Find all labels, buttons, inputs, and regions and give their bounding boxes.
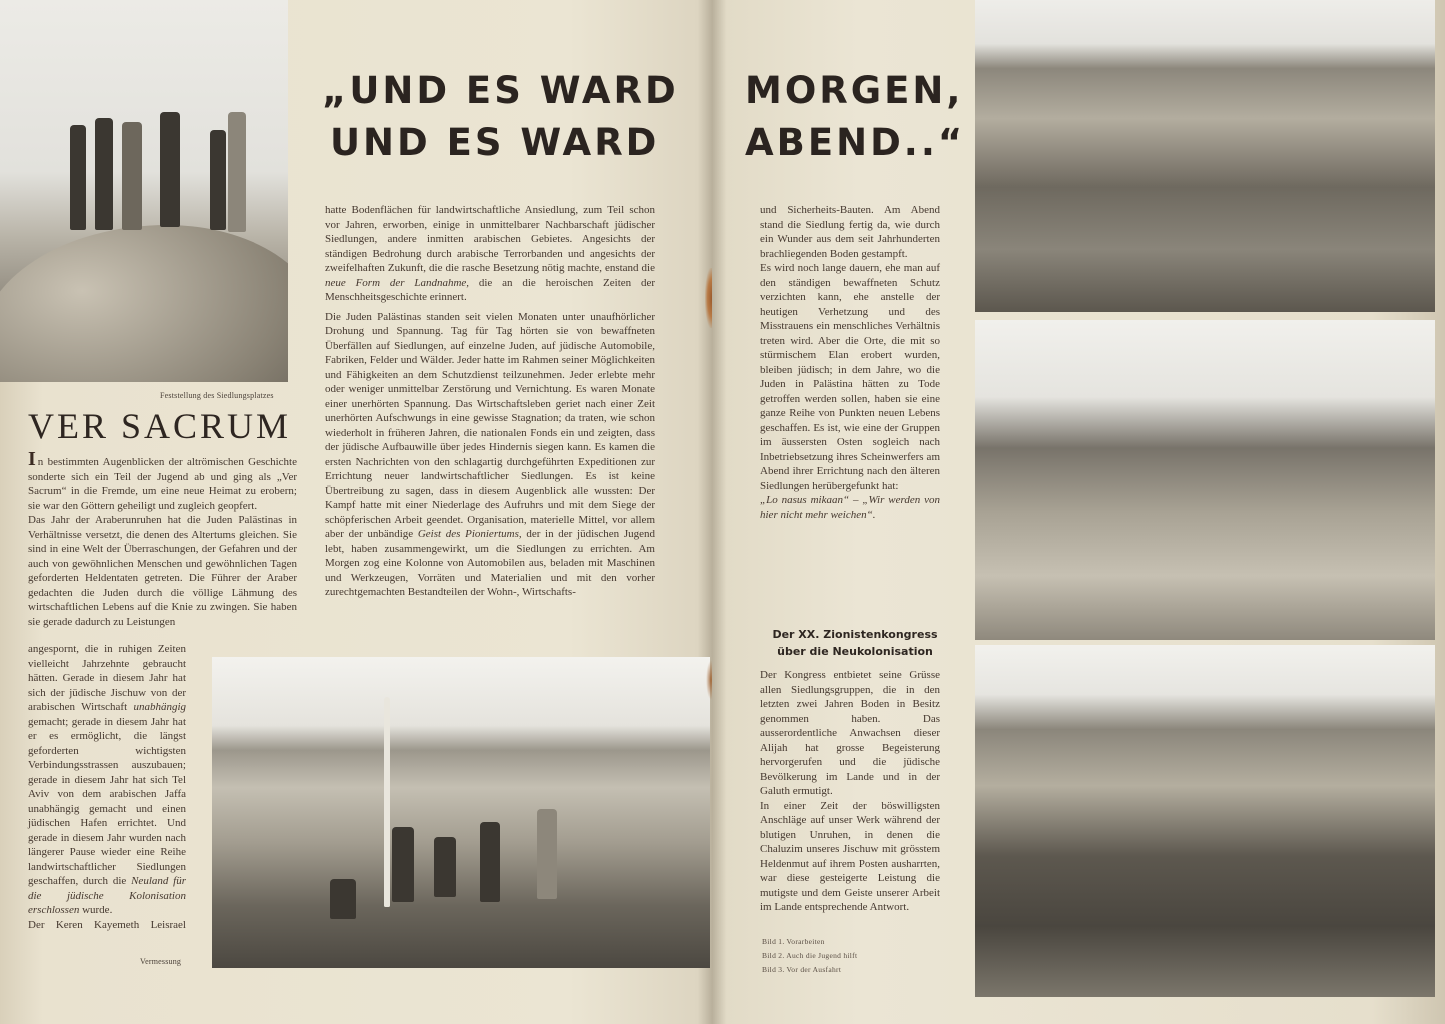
italic-text: unabhängig xyxy=(133,701,186,713)
middle-column xyxy=(325,203,655,600)
intro-text: n bestimmten Augenblicken der altrömischen Geschichte sonderte sich ein Teil der Jugend ab und ging als „Ver Sacrum“ in die Fremde, um eine neue Heimat zu erobern; sie war den Göttern geheiligt und zugleich geopfert. xyxy=(28,456,297,512)
congress-subheading xyxy=(760,626,950,660)
text: der in der jüdischen Jugend lebt, haben zusammengewirkt, um die Siedlungen zu errichten. Am Morgen zog eine Kolonne von Automobilen aus, beladen mit Maschinen und Werkzeugen, Vorräten und Materialien und mit den vorher zurechtgemachten Bestandteilen der Wohn-, Wirtschafts- xyxy=(325,528,656,598)
figure xyxy=(122,122,142,230)
figure xyxy=(228,112,246,232)
figure xyxy=(480,822,500,902)
headline-left-line2: UND ES WARD xyxy=(330,121,660,164)
photo-surveyors-on-hill xyxy=(0,0,288,382)
italic-text: neue Form der Landnahme, xyxy=(325,276,470,289)
section-title: VER SACRUM xyxy=(28,406,292,446)
photo-youth-helping xyxy=(975,320,1435,640)
photo-caption-3: Bild 3. Vor der Ausfahrt xyxy=(762,965,842,974)
left-page xyxy=(0,0,712,1024)
figure xyxy=(70,125,86,230)
paragraph: Es wird noch lange dauern, ehe man auf den ständigen bewaffneten Schutz verzichten kann, ehe anstelle der heutigen Verhetzung und des Misstrauens ein menschliches Verhältnis treten wird. Aber die Orte, die mit so stürmischem Elan erobert wurden, bleiben jüdisch; in dem Jahre, wo die Juden in Palästina hätten zu Tode getroffen werden sollen, haben sie eine ganze Reihe von Punkten neuen Lebens geschaffen. Es ist, wie eine der Gruppen im äussersten Osten sogleich nach Inbetriebsetzung ihres Scheinwerfers am Abend ihrer Errichtung nach den älteren Siedlungen herübergefunkt hat: xyxy=(760,262,940,492)
text: Die Juden Palästinas standen seit vielen Monaten unter unaufhörlicher Drohung und Spannung. Tag für Tag hörten sie von bewaffneten Überfällen auf Siedlungen, auf einzelne Juden, auf jüdische Automobile, Fabriken, Felder und Wälder. Jeder hatte im Rahmen seiner Möglichkeiten und Fähigkeiten an dem Schutzdienst teilzunehmen. Jeder erlebte mehr oder weniger unmittelbar Zerstörung und Vernichtung. Es waren Monate einer unerhörten Spannung. Das Wirtschaftsleben geriet nach einer Zeit unerhörten Aufschwungs in eine gewisse Stagnation; da traten, wie schon wiederholt in früheren Jahren, die nationalen Fonds ein und zeigten, dass der jüdische Aufbauwille über jedes Hindernis siegen kann. Es kamen die ersten Nachrichten von den schlagartig durchgeführten Expeditionen zur Errichtung neuer landwirtschaftlicher Siedlungen. Es ist keine Übertreibung zu sagen, dass in diesem Augenblick alle wussten: Der Kampf hatte mit einer Niederlage des Aufruhrs und mit dem Siege der schöpferischen Arbeit geendet. Organisation, materielle Mittel, vor allem aber der unbändige xyxy=(325,310,655,540)
photo-construction-preparations xyxy=(975,0,1435,312)
left-column-lower xyxy=(28,642,186,932)
figure xyxy=(392,827,414,902)
paragraph: und Sicherheits-Bauten. Am Abend stand die Siedlung fertig da, wie durch ein Wunder aus dem seit Jahrhunderten brachliegenden Boden gestampft. xyxy=(760,204,940,260)
left-column-upper xyxy=(28,448,297,629)
photo-trucks-before-departure xyxy=(975,645,1435,997)
paragraph: In einer Zeit der böswilligsten Anschläge auf unser Werk während der blutigen Unruhen, in denen die Chaluzim unseres Jischuw mit grösstem Heldenmut auf ihrem Posten ausharrten, war diese gesteigerte Leistung die mutigste und dem Geiste unserer Arbeit im Lande entsprechende Antwort. xyxy=(760,799,940,913)
paragraph: Der Kongress entbietet seine Grüsse allen Siedlungsgruppen, die in den letzten zwei Jahren Boden in Besitz genommen haben. Das ausserordentliche Anwachsen dieser Alijah hat grosse Begeisterung hervorgerufen und die jüdische Bevölkerung im Lande und in der Galuth ermutigt. xyxy=(760,669,940,797)
subheading-line: Der XX. Zionistenkongress xyxy=(772,628,938,641)
headline-right-line2: ABEND..“ xyxy=(745,121,966,164)
figure xyxy=(434,837,456,897)
paragraph: Der Keren Kayemeth Leisrael xyxy=(28,918,186,931)
italic-text: Geist des Pioniertums, xyxy=(417,528,522,540)
photo-caption-1: Bild 1. Vorarbeiten xyxy=(762,937,825,946)
figure xyxy=(330,879,356,919)
congress-text xyxy=(760,668,940,915)
figure xyxy=(160,112,180,227)
subheading-line: über die Neukolonisation xyxy=(777,645,933,658)
drop-cap: I xyxy=(28,448,36,470)
paragraph xyxy=(28,642,186,918)
intro-paragraph xyxy=(28,448,297,513)
surveying-pole xyxy=(384,697,390,907)
headline-left-line1: „UND ES WARD xyxy=(322,69,679,112)
paragraph xyxy=(325,203,655,305)
headline-right-line1: MORGEN, xyxy=(745,69,964,112)
text: angespornt, die in ruhigen Zeiten vielleicht Jahrzehnte gebraucht hätten. Gerade in diesem Jahr hat sich der jüdische Jischuw von der arabischen Wirtschaft xyxy=(28,643,186,713)
text: hatte Bodenflächen für landwirtschaftliche Ansiedlung, zum Teil schon vor Jahren, erworben, einige in unmittelbarer Nachbarschaft jüdischer Siedlungen, andere inmitten arabischen Gebietes. Angesichts der ständigen Bedrohung durch arabische Terrorbanden und angesichts der zweifelhaften Zukunft, die die rasche Besetzung nötig machte, enstand die xyxy=(325,204,655,274)
italic-text: Neuland für die jüdische Kolonisation erschlossen xyxy=(28,875,187,916)
figure xyxy=(537,809,557,899)
quote: „Lo nasus mikaan“ – „Wir werden von hier nicht mehr weichen“. xyxy=(760,494,940,521)
text: wurde. xyxy=(82,904,113,916)
hill-shape xyxy=(0,225,288,382)
text: die an die heroischen Zeiten der Menschheitsgeschichte erinnert. xyxy=(325,276,655,303)
paragraph: Das Jahr der Araberunruhen hat die Juden Palästinas in Verhältnisse versetzt, die denen des Altertums gleichen. Sie sind in eine Welt der Überraschungen, der Gefahren und der auch von gewöhnlichen Menschen und gewöhnlichen Tagen geforderten Heldentaten getreten. Die Führer der Araber gedachten die Juden durch die völlige Lähmung des wirtschaftlichen Lebens auf die Knie zu zwingen. Sie haben sie gerade dadurch zu Leistungen xyxy=(28,514,297,628)
right-column-upper xyxy=(760,203,940,522)
text: gemacht; gerade in diesem Jahr hat er es ermöglicht, die längst geforderten wichtigsten Verbindungsstrassen auszubauen; gerade in diesem Jahr hat sich Tel Aviv von dem arabischen Jaffa unabhängig gemacht und einen jüdischen Hafen errichtet. Und gerade in diesem Jahr wurden nach längerer Pause wieder eine Reihe landwirtschaftlicher Siedlungen geschaffen, durch die xyxy=(28,715,186,887)
photo-caption: Feststellung des Siedlungsplatzes xyxy=(160,391,274,400)
photo-surveying-field xyxy=(212,657,710,968)
photo-caption: Vermessung xyxy=(140,957,182,966)
figure xyxy=(210,130,226,230)
paragraph xyxy=(325,310,655,600)
photo-caption-2: Bild 2. Auch die Jugend hilft xyxy=(762,951,858,960)
figure xyxy=(95,118,113,230)
